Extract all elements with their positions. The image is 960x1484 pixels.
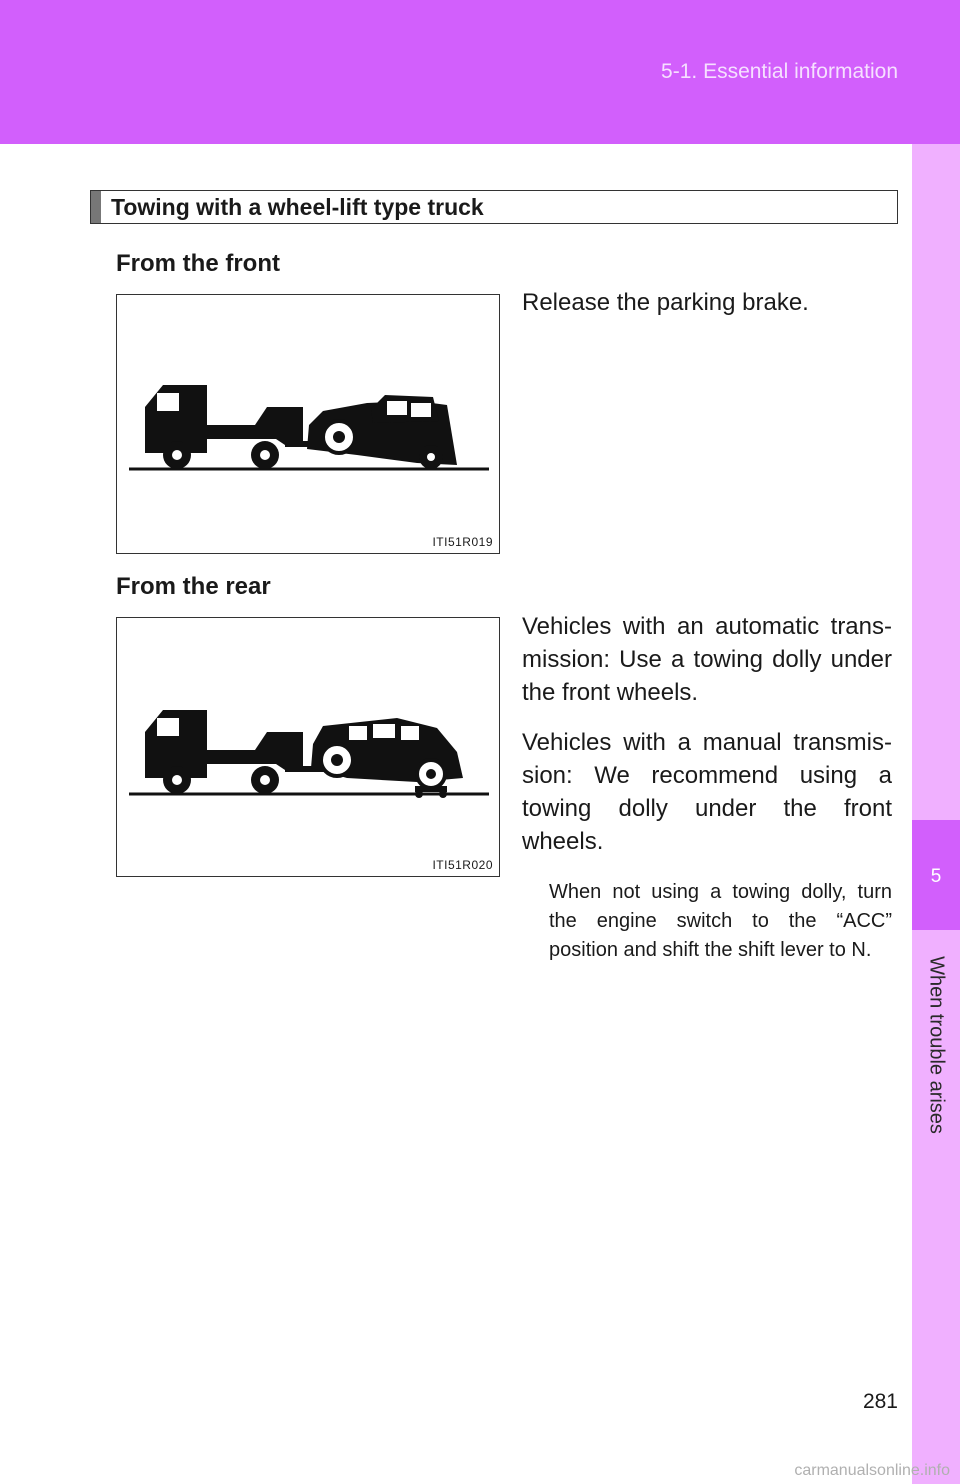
page-number: 281 bbox=[862, 1390, 898, 1413]
page-header bbox=[0, 0, 960, 144]
section-title: Towing with a wheel-lift type truck bbox=[111, 194, 484, 220]
chapter-side-tab bbox=[912, 144, 960, 1484]
section-title-bar bbox=[90, 190, 898, 224]
watermark: carmanualsonline.info bbox=[794, 1462, 950, 1479]
rear-heading: From the rear bbox=[116, 573, 271, 600]
rear-tow-illustration bbox=[116, 617, 500, 877]
front-heading: From the front bbox=[116, 250, 280, 277]
section-bar-accent bbox=[91, 191, 101, 223]
front-tow-illustration bbox=[116, 294, 500, 554]
front-figure-code: ITI51R019 bbox=[432, 535, 493, 549]
rear-automatic-text: Vehicles with an automatic trans-mission: Use a towing dolly under the front wheels. bbox=[522, 613, 892, 706]
rear-tow-truck-drawing bbox=[117, 618, 501, 882]
section-breadcrumb: 5-1. Essential information bbox=[661, 60, 898, 83]
front-tow-truck-drawing bbox=[117, 295, 501, 555]
chapter-number: 5 bbox=[930, 866, 942, 887]
chapter-number-box bbox=[912, 820, 960, 930]
rear-manual-text: Vehicles with a manual transmis-sion: We recommend using a towing dolly under the front wheels. bbox=[522, 729, 892, 855]
chapter-title: When trouble arises bbox=[925, 956, 948, 1134]
rear-figure-code: ITI51R020 bbox=[432, 858, 493, 872]
front-instruction-text: Release the parking brake. bbox=[522, 289, 809, 316]
rear-note-text: When not using a towing dolly, turn the engine switch to the “ACC” position and shift the shift lever to N. bbox=[549, 881, 892, 961]
